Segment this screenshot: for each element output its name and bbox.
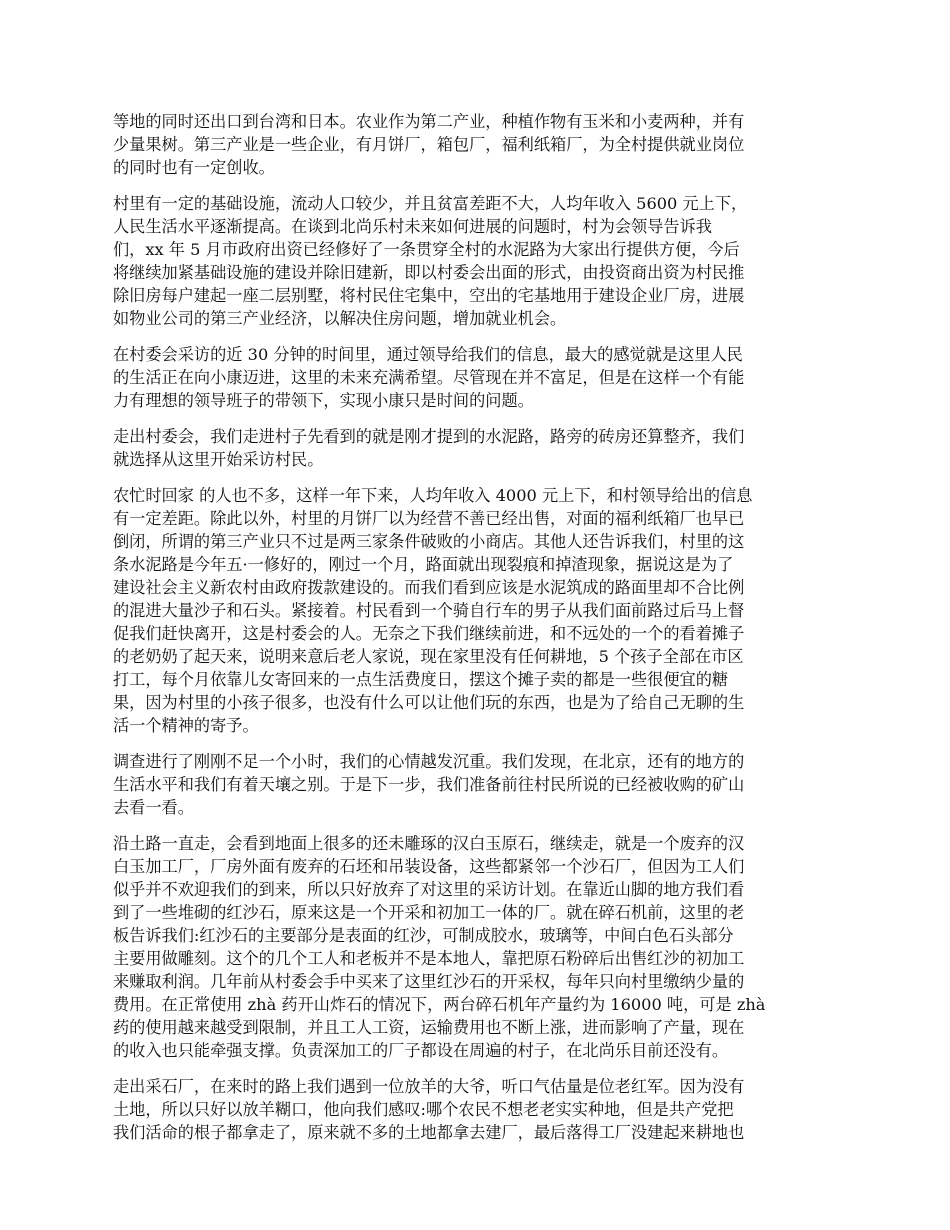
text-line: 如物业公司的第三产业经济，以解决住房问题，增加就业机会。	[113, 309, 567, 328]
text-line: 活一个精神的寄予。	[113, 716, 259, 735]
text-line: 白玉加工厂，厂房外面有废弃的石坯和吊装设备，这些都紧邻一个沙石厂，但因为工人们	[113, 857, 745, 876]
text-line: 农忙时回家 的人也不多，这样一年下来，人均年收入 4000 元上下，和村领导给出的信息	[113, 486, 753, 505]
text-line: 走出采石厂，在来时的路上我们遇到一位放羊的大爷，听口气估量是位老红军。因为没有	[113, 1077, 745, 1096]
text-line: 的混进大量沙子和石头。紧接着。村民看到一个骑自行车的男子从我们面前路过后马上督	[113, 601, 745, 620]
text-line: 土地，所以只好以放羊糊口，他向我们感叹:哪个农民不想老老实实种地，但是共产党把	[113, 1100, 734, 1119]
text-line: 生活水平和我们有着天壤之别。于是下一步，我们准备前往村民所说的已经被收购的矿山	[113, 775, 745, 794]
text-line: 我们活命的根子都拿走了，原来就不多的土地都拿去建厂，最后落得工厂没建起来耕地也	[113, 1123, 745, 1142]
text-line: 药的使用越来越受到限制，并且工人工资，运输费用也不断上涨，进而影响了产量，现在	[113, 1018, 745, 1037]
text-line: 少量果树。第三产业是一些企业，有月饼厂，箱包厂，福利纸箱厂，为全村提供就业岗位	[113, 135, 745, 154]
text-line: 来赚取利润。几年前从村委会手中买来了这里红沙石的开采权，每年只向村里缴纳少量的	[113, 972, 745, 991]
text-line: 到了一些堆砌的红沙石，原来这是一个开采和初加工一体的厂。就在碎石机前，这里的老	[113, 903, 745, 922]
text-line: 费用。在正常使用 zhà 药开山炸石的情况下，两台碎石机年产量约为 16000 吨，可是 zhà	[113, 995, 766, 1014]
text-line: 似乎并不欢迎我们的到来，所以只好放弃了对这里的采访计划。在靠近山脚的地方我们看	[113, 880, 745, 899]
text-line: 的收入也只能牵强支撑。负责深加工的厂子都设在周遍的村子，在北尚乐目前还没有。	[113, 1041, 729, 1060]
text-line: 村里有一定的基础设施，流动人口较少，并且贫富差距不大，人均年收入 5600 元上下，	[113, 194, 748, 213]
paragraph-1	[113, 110, 843, 179]
text-line: 等地的同时还出口到台湾和日本。农业作为第二产业，种植作物有玉米和小麦两种，并有	[113, 112, 745, 131]
text-line: 有一定差距。除此以外，村里的月饼厂以为经营不善已经出售，对面的福利纸箱厂也早已	[113, 509, 745, 528]
text-line: 果，因为村里的小孩子很多，也没有什么可以让他们玩的东西，也是为了给自己无聊的生	[113, 693, 745, 712]
text-line: 去看一看。	[113, 798, 194, 817]
paragraph-3	[113, 343, 843, 412]
text-line: 将继续加紧基础设施的建设并除旧建新，即以村委会出面的形式，由投资商出资为村民推	[113, 263, 745, 282]
paragraph-4	[113, 425, 843, 471]
text-line: 力有理想的领导班子的带领下，实现小康只是时间的问题。	[113, 391, 534, 410]
text-line: 板告诉我们:红沙石的主要部分是表面的红沙，可制成胶水，玻璃等，中间白色石头部分	[113, 926, 734, 945]
text-line: 主要用做雕刻。这个的几个工人和老板并不是本地人，靠把原石粉碎后出售红沙的初加工	[113, 949, 745, 968]
text-line: 就选择从这里开始采访村民。	[113, 450, 324, 469]
text-line: 调查进行了刚刚不足一个小时，我们的心情越发沉重。我们发现，在北京，还有的地方的	[113, 752, 745, 771]
text-line: 沿土路一直走，会看到地面上很多的还未雕琢的汉白玉原石，继续走，就是一个废弃的汉	[113, 834, 745, 853]
text-line: 打工，每个月依靠儿女寄回来的一点生活费度日，摆这个摊子卖的都是一些很便宜的糖	[113, 670, 729, 689]
text-line: 在村委会采访的近 30 分钟的时间里，通过领导给我们的信息，最大的感觉就是这里人民	[113, 345, 743, 364]
text-line: 人民生活水平逐渐提高。在谈到北尚乐村未来如何进展的问题时，村为会领导告诉我	[113, 217, 712, 236]
paragraph-8	[113, 1075, 843, 1144]
text-line: 建设社会主义新农村由政府拨款建设的。而我们看到应该是水泥筑成的路面里却不合比例	[113, 578, 745, 597]
paragraph-7	[113, 832, 843, 1062]
text-line: 倒闭，所谓的第三产业只不过是两三家条件破败的小商店。其他人还告诉我们，村里的这	[113, 532, 745, 551]
text-line: 的同时也有一定创收。	[113, 158, 275, 177]
text-line: 除旧房每户建起一座二层别墅，将村民住宅集中，空出的宅基地用于建设企业厂房，进展	[113, 286, 745, 305]
text-line: 的生活正在向小康迈进，这里的未来充满希望。尽管现在并不富足，但是在这样一个有能	[113, 368, 745, 387]
paragraph-5	[113, 484, 843, 737]
text-line: 促我们赶快离开，这是村委会的人。无奈之下我们继续前进，和不远处的一个的看着摊子	[113, 624, 745, 643]
text-line: 条水泥路是今年五·一修好的，刚过一个月，路面就出现裂痕和掉渣现象，据说这是为了	[113, 555, 734, 574]
document-page	[113, 110, 843, 1157]
text-line: 的老奶奶了起天来，说明来意后老人家说，现在家里没有任何耕地，5 个孩子全部在市区	[113, 647, 744, 666]
paragraph-2	[113, 192, 843, 330]
text-line: 们，xx 年 5 月市政府出资已经修好了一条贯穿全村的水泥路为大家出行提供方便，今后	[113, 240, 740, 259]
paragraph-6	[113, 750, 843, 819]
text-line: 走出村委会，我们走进村子先看到的就是刚才提到的水泥路，路旁的砖房还算整齐，我们	[113, 427, 745, 446]
